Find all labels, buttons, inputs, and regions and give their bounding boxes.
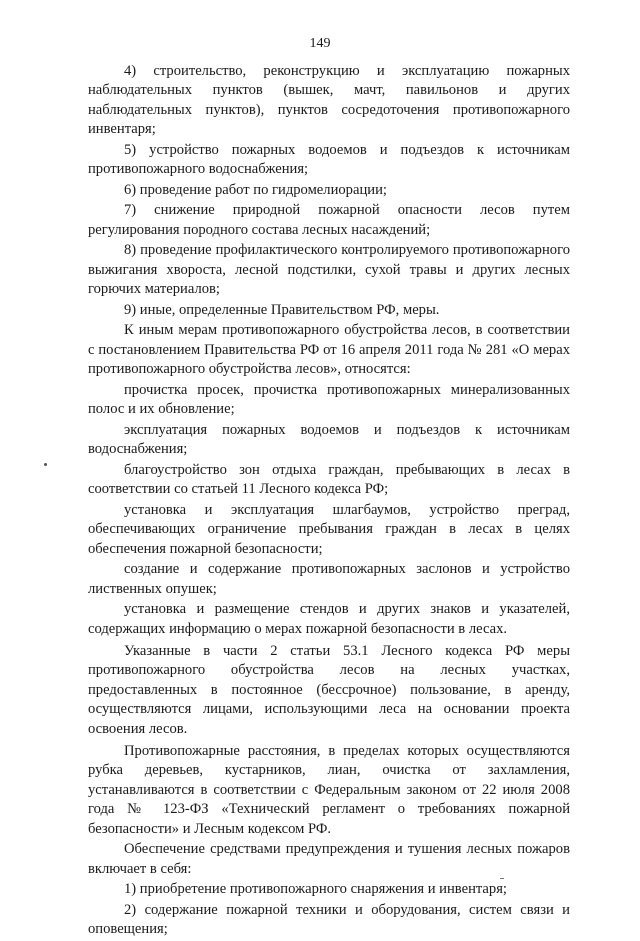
- document-body: [88, 62, 570, 941]
- paragraph-article-53-1: Указанные в части 2 статьи 53.1 Лесного кодекса РФ меры противопожарного обустройства лесов на лесных участках, предоставленных в постоянное (бессрочное) пользование, в аренду, осуществляются лицами, использующими леса на основании проекта освоения лесов.: [88, 643, 570, 737]
- paragraph-other-measures: 9) иные, определенные Правительством РФ, меры.: [124, 301, 440, 318]
- paragraph-fire-distances: Противопожарные расстояния, в пределах которых осуществляются рубка деревьев, кустарников, лиан, очистка от захламления, устанавливаются в соответствии с Федеральным законом от 22 июля 2008 года № 123-ФЗ «Технический регламент о требованиях пожарной безопасности» и Лесным кодексом РФ.: [88, 743, 570, 837]
- list-item-firebreaks: создание и содержание противопожарных заслонов и устройство лиственных опушек;: [88, 561, 570, 597]
- list-item-barriers: установка и эксплуатация шлагбаумов, устройство преград, обеспечивающих ограничение пребывания граждан в лесах в целях обеспечения пожарной безопасности;: [88, 501, 570, 557]
- paragraph-other-measures-intro: К иным мерам противопожарного обустройства лесов, в соответствии с постановлением Правительства РФ от 16 апреля 2011 года № 281 «О мерах противопожарного обустройства лесов», относятся:: [88, 322, 570, 378]
- list-item-clearing: прочистка просек, прочистка противопожарных минерализованных полос и их обновление;: [88, 381, 570, 418]
- list-item-reservoir-operation: эксплуатация пожарных водоемов и подъездов к источникам водоснабжения;: [88, 421, 570, 458]
- page-number: 149: [309, 36, 331, 51]
- paragraph-means-intro: Обеспечение средствами предупреждения и тушения лесных пожаров включает в себя:: [88, 841, 570, 877]
- list-item-fire-vehicles: 2) содержание пожарной техники и оборудования, систем связи и оповещения;: [88, 901, 570, 938]
- paragraph-fire-risk-reduction: 7) снижение природной пожарной опасности лесов путем регулирования породного состава лесных насаждений;: [88, 202, 570, 238]
- list-item-signs: установка и размещение стендов и других знаков и указателей, содержащих информацию о мерах пожарной безопасности в лесах.: [88, 601, 570, 637]
- paragraph-hydromelioration: 6) проведение работ по гидромелиорации;: [124, 181, 387, 198]
- scan-mark: [500, 878, 504, 879]
- scan-speck: [44, 463, 47, 466]
- list-item-equipment: 1) приобретение противопожарного снаряжения и инвентаря;: [124, 881, 507, 898]
- paragraph-water-reservoirs: 5) устройство пожарных водоемов и подъездов к источникам противопожарного водоснабжения;: [88, 141, 570, 178]
- list-item-recreation-zones: благоустройство зон отдыха граждан, пребывающих в лесах в соответствии со статьей 11 Лесного кодекса РФ;: [88, 461, 570, 498]
- paragraph-controlled-burning: 8) проведение профилактического контролируемого противопожарного выжигания хвороста, лесной подстилки, сухой травы и других лесных горючих материалов;: [88, 242, 570, 298]
- paragraph-watchtowers: 4) строительство, реконструкцию и эксплуатацию пожарных наблюдательных пунктов (вышек, мачт, павильонов и других наблюдательных пунктов), пунктов сосредоточения противопожарного инвентаря;: [88, 63, 570, 138]
